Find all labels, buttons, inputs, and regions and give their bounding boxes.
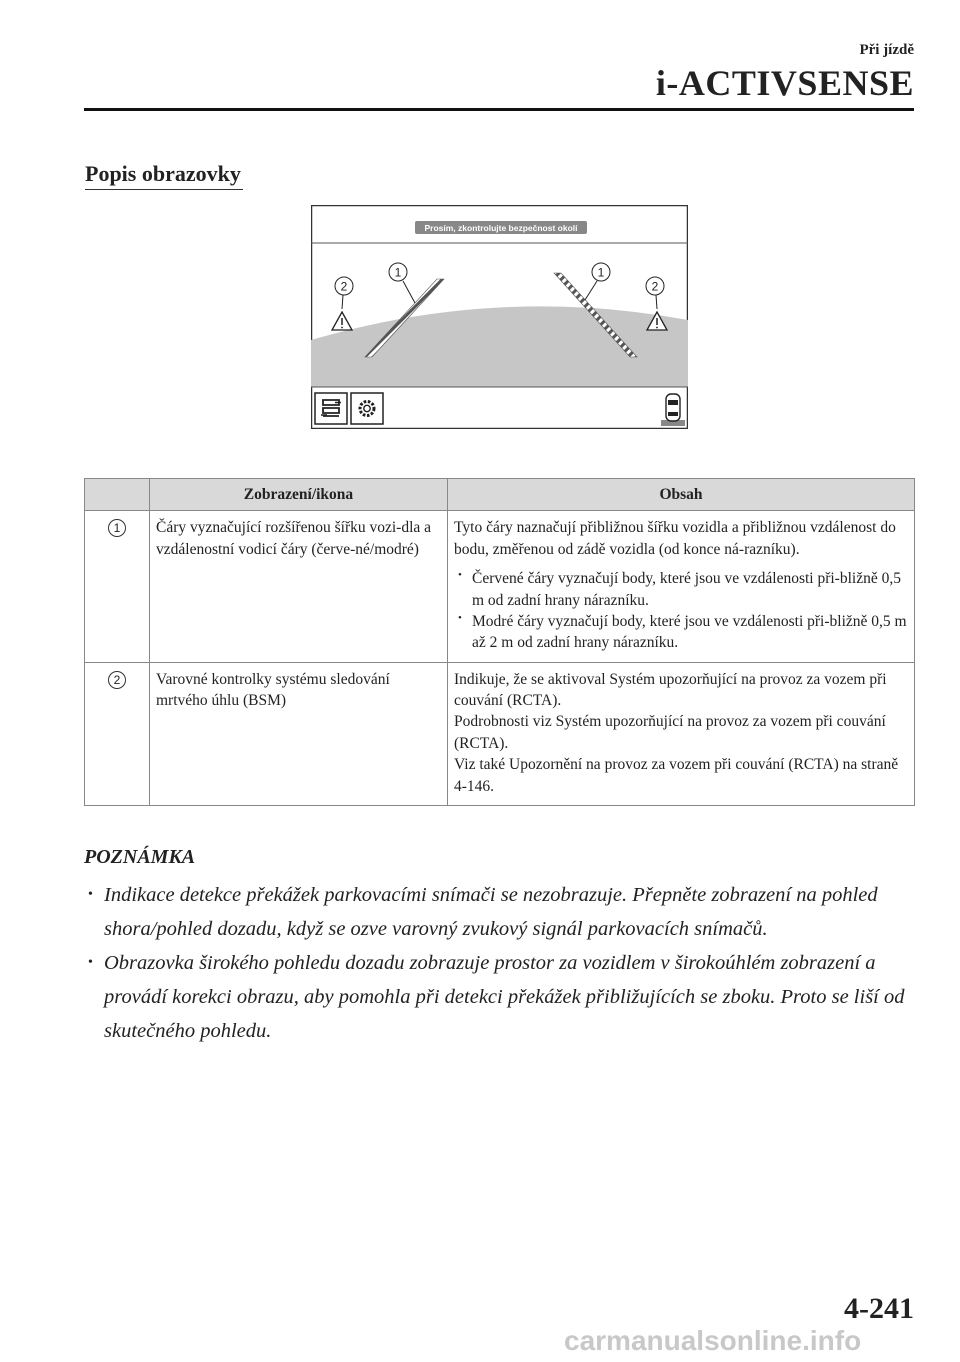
header-content: Obsah xyxy=(448,479,915,511)
section-title-underline xyxy=(85,189,243,190)
camera-screen-illustration xyxy=(311,205,688,429)
table-header-row xyxy=(85,479,915,511)
list-item: • Červené čáry vyznačují body, které jsou ve vzdálenosti při-bližně 0,5 m od zadní hrany nárazníku. xyxy=(472,568,908,611)
row-display: Čáry vyznačující rozšířenou šířku vozi-dla a vzdálenostní vodicí čáry (červe-né/modré) xyxy=(150,511,448,662)
row-content-text: Tyto čáry naznačují přibližnou šířku vozidla a přibližnou vzdálenost do bodu, změřenou od zádě vozidla (od konce ná-razníku). xyxy=(454,519,896,558)
table-row xyxy=(85,511,915,662)
svg-text:2: 2 xyxy=(340,279,348,294)
row-display: Varovné kontrolky systému sledování mrtvého úhlu (BSM) xyxy=(150,662,448,805)
callout-1-right xyxy=(592,263,610,281)
page-number: 4-241 xyxy=(844,1292,914,1325)
row-content xyxy=(448,662,915,805)
view-switch-icon[interactable] xyxy=(315,393,347,424)
header-rule xyxy=(84,108,914,111)
row-content-line: Viz také Upozornění na provoz za vozem při couvání (RCTA) na straně 4-146. xyxy=(454,756,899,795)
banner-text: Prosím, zkontrolujte bezpečnost okolí xyxy=(424,223,578,233)
svg-text:1: 1 xyxy=(597,265,605,280)
row-content-line: Podrobnosti viz Systém upozorňující na provoz za vozem při couvání (RCTA). xyxy=(454,713,886,752)
svg-text:1: 1 xyxy=(394,265,402,280)
header-display: Zobrazení/ikona xyxy=(150,479,448,511)
header-chapter: Při jízdě xyxy=(859,42,914,58)
callout-2-left xyxy=(335,277,353,295)
list-item: • Modré čáry vyznačují body, které jsou ve vzdálenosti při-bližně 0,5 m až 2 m od zadní hrany nárazníku. xyxy=(472,611,908,654)
note-title: POZNÁMKA xyxy=(84,846,196,868)
row-content-line: Indikuje, že se aktivoval Systém upozorňující na provoz za vozem při couvání (RCTA). xyxy=(454,670,887,709)
display-description-table xyxy=(84,478,915,806)
callout-2-right xyxy=(646,277,664,295)
watermark: carmanualsonline.info xyxy=(564,1325,862,1356)
svg-text:2: 2 xyxy=(651,279,659,294)
header-num xyxy=(85,479,150,511)
row-number: 1 xyxy=(108,519,126,537)
table-row xyxy=(85,662,915,805)
note-item: • Obrazovka širokého pohledu dozadu zobrazuje prostor za vozidlem v širokoúhlém zobrazení a provádí korekci obrazu, aby pomohla při detekci překážek přibližujících se zboku. Proto se liší od skutečného pohledu. xyxy=(104,946,916,1048)
settings-gear-icon[interactable] xyxy=(351,393,383,424)
note-list xyxy=(104,878,916,1048)
row-number: 2 xyxy=(108,671,126,689)
section-title: Popis obrazovky xyxy=(85,161,241,186)
row-bullet-list xyxy=(454,568,908,654)
header-section: i-ACTIVSENSE xyxy=(655,63,914,103)
note-item: • Indikace detekce překážek parkovacími snímači se nezobrazuje. Přepněte zobrazení na pohled shora/pohled dozadu, když se ozve varovný zvukový signál parkovacích snímačů. xyxy=(104,878,916,946)
callout-1-left xyxy=(389,263,407,281)
row-content xyxy=(448,511,915,662)
